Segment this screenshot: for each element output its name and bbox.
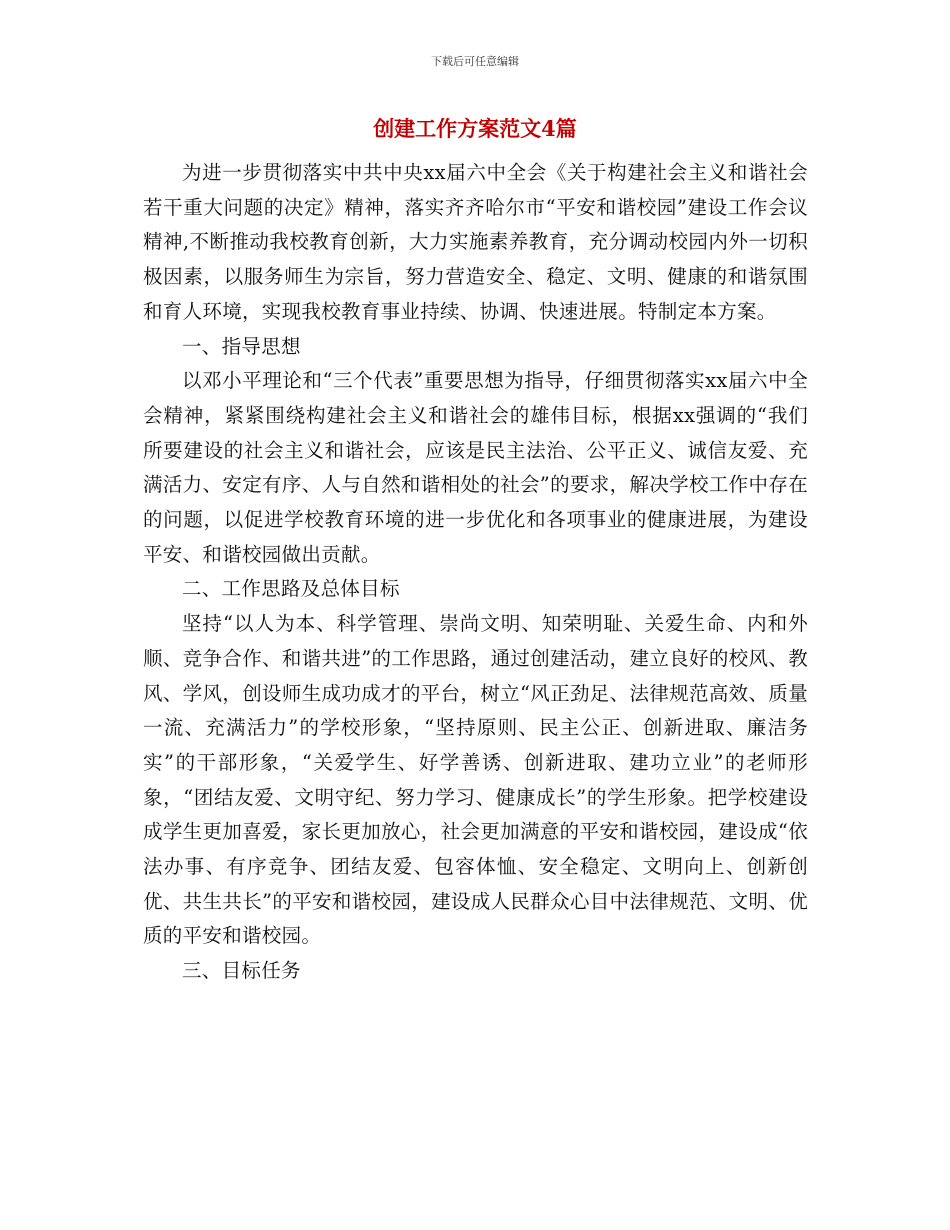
document-body [143,156,808,989]
header-note: 下载后可任意编辑 [431,55,519,68]
intro-paragraph: 为进一步贯彻落实中共中央xx届六中全会《关于构建社会主义和谐社会若干重大问题的决定》精神，落实齐齐哈尔市“平安和谐校园”建设工作会议精神,不断推动我校教育创新，大力实施素养教育，充分调动校园内外一切积极因素，以服务师生为宗旨，努力营造安全、稳定、文明、健康的和谐氛围和育人环境，实现我校教育事业持续、协调、快速进展。特制定本方案。 [143,161,808,323]
document-title: 创建工作方案范文4篇 [373,116,577,141]
section-heading-work-approach: 二、工作思路及总体目标 [182,577,400,601]
section-heading-target-tasks: 三、目标任务 [182,959,301,983]
section-heading-guiding-thought: 一、指导思想 [182,334,301,358]
guiding-thought-paragraph: 以邓小平理论和“三个代表”重要思想为指导，仔细贯彻落实xx届六中全会精神，紧紧围绕构建社会主义和谐社会的雄伟目标，根据xx强调的“我们所要建设的社会主义和谐社会，应该是民主法治、公平正义、诚信友爱、充满活力、安定有序、人与自然和谐相处的社会”的要求，解决学校工作中存在的问题，以促进学校教育环境的进一步优化和各项事业的健康进展，为建设平安、和谐校园做出贡献。 [143,369,808,566]
work-approach-paragraph: 坚持“以人为本、科学管理、崇尚文明、知荣明耻、关爱生命、内和外顺、竞争合作、和谐共进”的工作思路，通过创建活动，建立良好的校风、教风、学风，创设师生成功成才的平台，树立“风正劲足、法律规范高效、质量一流、充满活力”的学校形象，“坚持原则、民主公正、创新进取、廉洁务实”的干部形象，“关爱学生、好学善诱、创新进取、建功立业”的老师形象，“团结友爱、文明守纪、努力学习、健康成长”的学生形象。把学校建设成学生更加喜爱，家长更加放心，社会更加满意的平安和谐校园，建设成“依法办事、有序竞争、团结友爱、包容体恤、安全稳定、文明向上、创新创优、共生共长”的平安和谐校园，建设成人民群众心目中法律规范、文明、优质的平安和谐校园。 [143,612,808,948]
